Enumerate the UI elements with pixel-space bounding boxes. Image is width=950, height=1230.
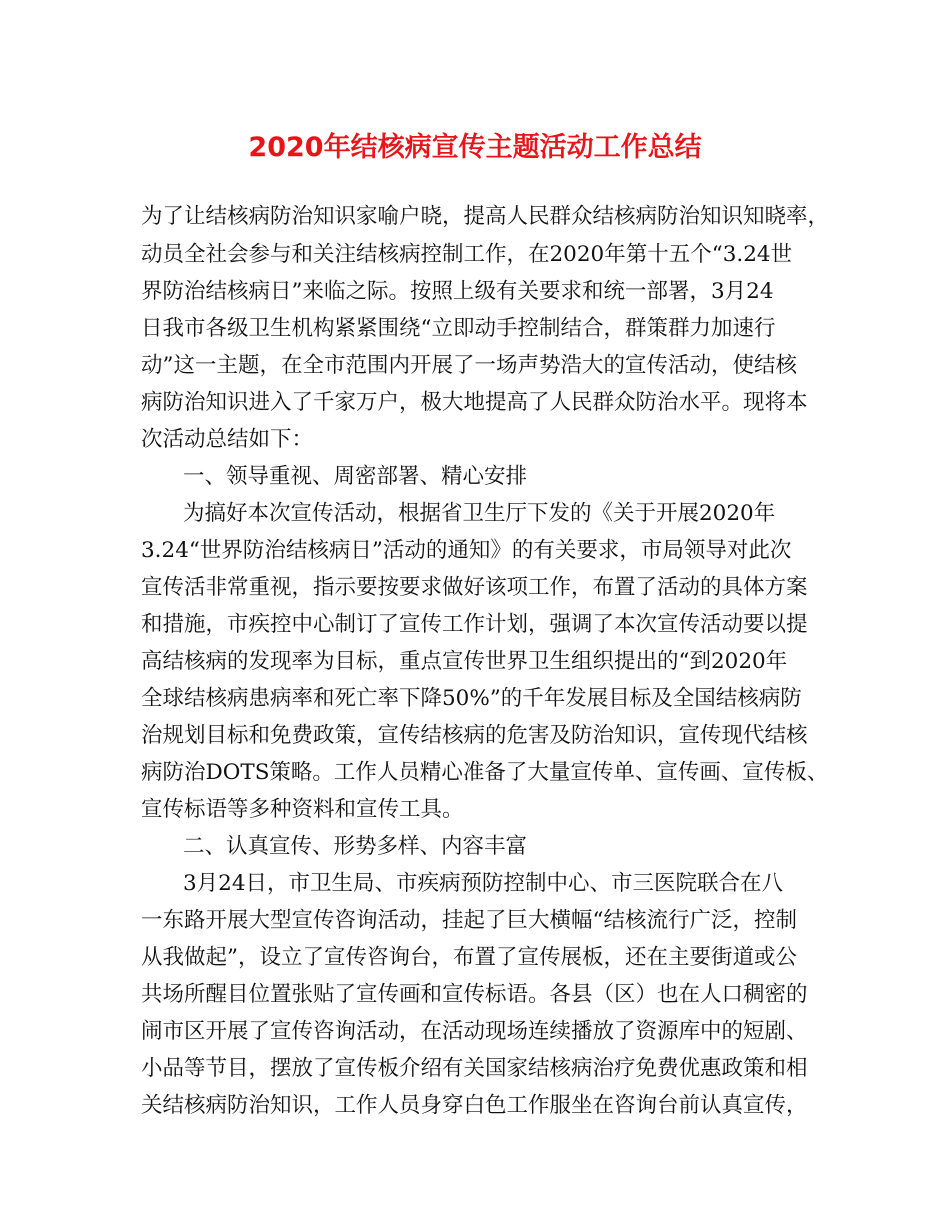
- paragraph-line: 为了让结核病防治知识家喻户晓，提高人民群众结核病防治知识知晓率，: [141, 204, 830, 229]
- paragraph-line: 动”这一主题，在全市范围内开展了一场声势浩大的宣传活动，使结核: [141, 353, 797, 378]
- paragraph-line: 宣传标语等多种资料和宣传工具。: [141, 797, 464, 822]
- paragraph-line: 宣传活非常重视，指示要按要求做好该项工作，布置了活动的具体方案: [141, 575, 808, 600]
- paragraph-line: 动员全社会参与和关注结核病控制工作，在2020年第十五个“3.24世: [141, 242, 793, 267]
- paragraph-line: 次活动总结如下：: [141, 427, 314, 452]
- paragraph-line: 从我做起”，设立了宣传咨询台，布置了宣传展板，还在主要街道或公: [141, 945, 797, 970]
- paragraph-line: 关结核病防治知识，工作人员身穿白色工作服坐在咨询台前认真宣传，: [141, 1093, 808, 1118]
- paragraph-line: 3.24“世界防治结核病日”活动的通知》的有关要求，市局领导对此次: [141, 538, 792, 563]
- paragraph-line: 为搞好本次宣传活动，根据省卫生厅下发的《关于开展2020年: [183, 501, 776, 526]
- paragraph-line: 共场所醒目位置张贴了宣传画和宣传标语。各县（区）也在人口稠密的: [141, 982, 808, 1007]
- paragraph-line: 一东路开展大型宣传咨询活动，挂起了巨大横幅“结核流行广泛，控制: [141, 908, 797, 933]
- paragraph-line: 小品等节目，摆放了宣传板介绍有关国家结核病治疗免费优惠政策和相: [141, 1056, 808, 1081]
- paragraph-line: 治规划目标和免费政策，宣传结核病的危害及防治知识，宣传现代结核: [141, 723, 808, 748]
- paragraph-line: 病防治DOTS策略。工作人员精心准备了大量宣传单、宣传画、宣传板、: [141, 760, 829, 785]
- paragraph-line: 闹市区开展了宣传咨询活动，在活动现场连续播放了资源库中的短剧、: [141, 1019, 808, 1044]
- document-title: 2020年结核病宣传主题活动工作总结: [248, 132, 702, 163]
- section-heading-2: 二、认真宣传、形势多样、内容丰富: [183, 834, 528, 859]
- paragraph-line: 3月24日，市卫生局、市疾病预防控制中心、市三医院联合在八: [183, 871, 784, 896]
- paragraph-line: 日我市各级卫生机构紧紧围绕“立即动手控制结合，群策群力加速行: [141, 316, 776, 341]
- paragraph-line: 病防治知识进入了千家万户，极大地提高了人民群众防治水平。现将本: [141, 390, 808, 415]
- section-heading-1: 一、领导重视、周密部署、精心安排: [183, 464, 528, 489]
- paragraph-line: 界防治结核病日”来临之际。按照上级有关要求和统一部署，3月24: [141, 279, 774, 304]
- paragraph-line: 高结核病的发现率为目标，重点宣传世界卫生组织提出的“到2020年: [141, 649, 788, 674]
- paragraph-line: 全球结核病患病率和死亡率下降50%”的千年发展目标及全国结核病防: [141, 686, 802, 711]
- paragraph-line: 和措施，市疾控中心制订了宣传工作计划，强调了本次宣传活动要以提: [141, 612, 808, 637]
